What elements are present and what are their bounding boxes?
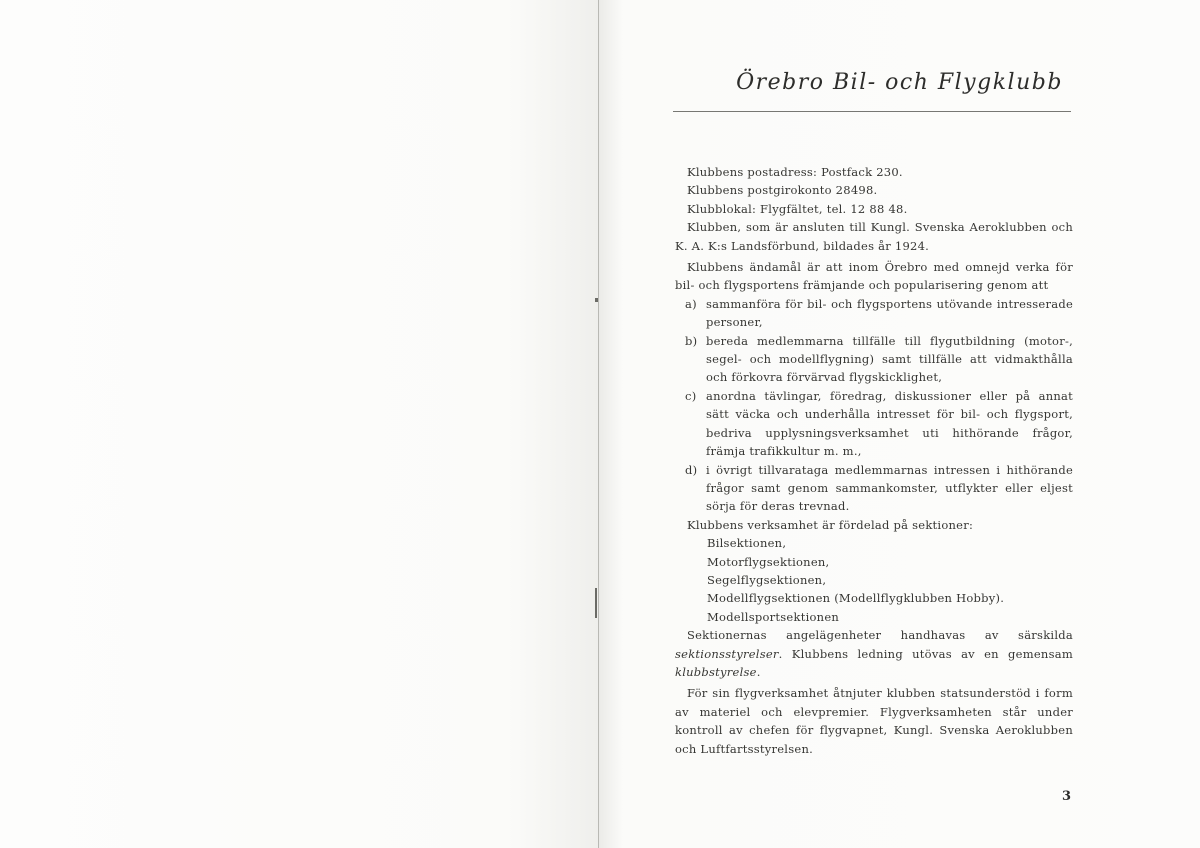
page-title: Örebro Bil- och Flygklubb: [736, 70, 1063, 95]
purpose-item-mark: b): [685, 333, 698, 348]
purpose-item: [685, 387, 1073, 461]
purpose-item: [685, 295, 1073, 332]
title-rule: [673, 111, 1071, 112]
purpose-item-text: i övrigt tillvarataga medlemmarnas intressen i hithörande frågor samt genom sammankomster, utflykter eller eljest sörja för deras trevnad.: [706, 462, 1073, 514]
sektionsstyrelser-term: sektionsstyrelser: [675, 646, 779, 661]
klubbstyrelse-term: klubbstyrelse: [675, 664, 757, 679]
sections-intro: Klubbens verksamhet är fördelad på sektioner:: [687, 517, 974, 532]
purpose-item: [685, 332, 1073, 387]
purpose-item: [685, 461, 1073, 516]
section-item: Modellsportsektionen: [707, 609, 840, 624]
page-body: [675, 163, 1073, 758]
address-line: Klubbens postadress: Postfack 230.: [687, 165, 903, 179]
purpose-item-text: bereda medlemmarna tillfälle till flygutbildning (motor-, segel- och modellflygning) samt tillfälle att vidmakthålla och förkovra förvärvad flygskicklighet,: [706, 333, 1073, 385]
section-item: Modellflygsektionen (Modellflygklubben Hobby).: [707, 591, 1005, 606]
purpose-item-text: sammanföra för bil- och flygsportens utövande intresserade personer,: [706, 296, 1073, 330]
purpose-item-mark: a): [685, 296, 697, 311]
purpose-item-mark: c): [685, 388, 697, 403]
history-paragraph: Klubben, som är ansluten till Kungl. Svenska Aeroklubben och K. A. K:s Landsförbund, bildades år 1924.: [675, 220, 1073, 253]
page-number: 3: [1062, 789, 1072, 804]
governance-paragraph: Sektionernas angelägenheter handhavas av särskilda sektionsstyrelser. Klubbens ledning utövas av en gemensam klubbstyrelse.: [675, 628, 1073, 679]
section-item: Bilsektionen,: [707, 536, 787, 551]
right-page: [599, 0, 1200, 848]
funding-paragraph: För sin flygverksamhet åtnjuter klubben statsunderstöd i form av materiel och elevpremier. Flygverksamheten står under kontroll av chefen för flygvapnet, Kungl. Svenska Aeroklubben och Luftfartsstyrelsen.: [675, 686, 1073, 756]
purpose-item-mark: d): [685, 462, 698, 477]
clubhouse-line: Klubblokal: Flygfältet, tel. 12 88 48.: [687, 201, 908, 216]
left-page-blank: [0, 0, 599, 848]
fold-mark-upper: [595, 298, 598, 302]
section-item: Motorflygsektionen,: [707, 554, 830, 569]
purpose-intro: Klubbens ändamål är att inom Örebro med omnejd verka för bil- och flygsportens främjande och popularisering genom att: [675, 260, 1073, 293]
section-item: Segelflygsektionen,: [707, 572, 827, 587]
postgiro-line: Klubbens postgirokonto 28498.: [687, 183, 878, 198]
purpose-item-text: anordna tävlingar, föredrag, diskussioner eller på annat sätt väcka och underhålla intresset för bil- och flygsport, bedriva upplysningsverksamhet uti hithörande frågor, främja trafikkultur m. m.,: [706, 388, 1073, 459]
fold-mark-lower: [595, 588, 597, 618]
